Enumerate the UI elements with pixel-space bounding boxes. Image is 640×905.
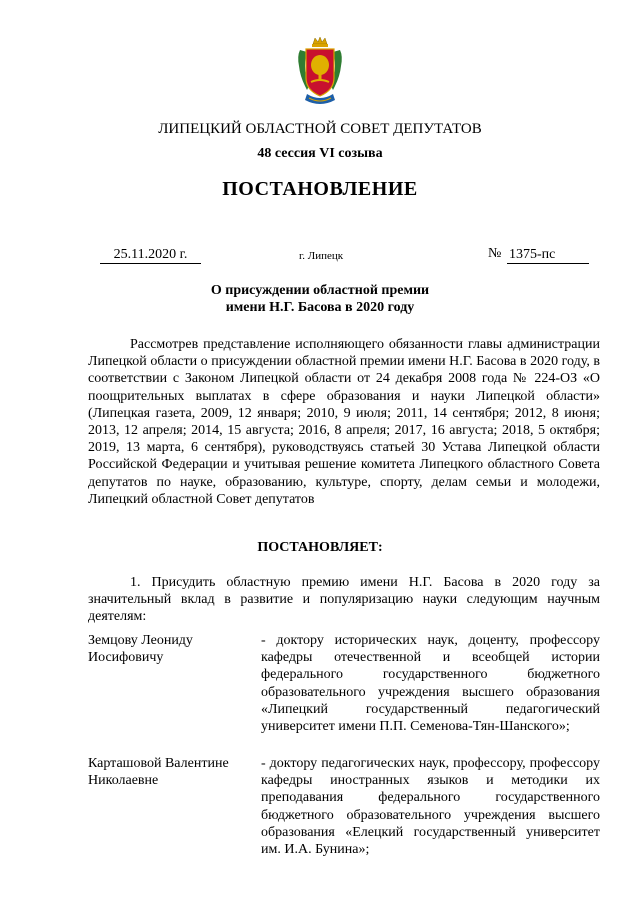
session-title: 48 сессия VI созыва xyxy=(257,146,383,161)
laureate-name: Земцову Леониду Иосифовичу xyxy=(88,633,193,666)
preamble-paragraph: Рассмотрев представление исполняющего обязанности главы администрации Липецкой области о присуждении областной премии имени Н.Г. Басова в 2020 году, в соответствии с Законом Липецкой области от 24 декабря 2008 года № 224-ОЗ «О поощрительных выплатах в сфере образования и науки Липецкой области» (Липецкая газета, 2009, 12 января; 2010, 9 июля; 2011, 14 сентября; 2012, 8 июня; 2013, 12 апреля; 2014, 15 августа; 2016, 8 апреля; 2017, 16 августа; 2018, 5 октября; 2019, 13 марта, 6 сентября), руководствуясь статьей 30 Устава Липецкой области Российской Федерации и учитывая решение комитета Липецкого областного Совета депутатов по науке, образованию, культуре, спорту, делам семьи и молодежи, Липецкий областной Совет депутатов xyxy=(88,337,600,507)
item-1-paragraph: 1. Присудить областную премию имени Н.Г. Басова в 2020 году за значительный вклад в развитие и популяризацию науки следующим научным деятелям: xyxy=(88,575,600,625)
document-date: 25.11.2020 г. xyxy=(100,246,201,264)
document-type-title: ПОСТАНОВЛЕНИЕ xyxy=(222,178,418,200)
council-name: ЛИПЕЦКИЙ ОБЛАСТНОЙ СОВЕТ ДЕПУТАТОВ xyxy=(158,121,482,137)
laureate-description: - доктору педагогических наук, профессору, профессору кафедры иностранных языков и методики их преподавания федерального государственного бюджетного образовательного учреждения высшего образования «Елецкий государственный университет им. И.А. Бунина»; xyxy=(261,756,600,858)
subject-line-1: О присуждении областной премии xyxy=(210,283,430,298)
document-city: г. Липецк xyxy=(299,250,344,262)
laureate-name: Карташовой Валентине Николаевне xyxy=(88,756,229,789)
number-sign: № xyxy=(488,246,502,261)
laureate-description: - доктору исторических наук, доценту, профессору кафедры отечественной и всеобщей истории федерального государственного бюджетного образовательного учреждения высшего образования «Липецкий государственный педагогический университет имени П.П. Семенова-Тян-Шанского»; xyxy=(261,633,600,735)
subject-line-2: имени Н.Г. Басова в 2020 году xyxy=(225,300,415,315)
document-number: 1375-пс xyxy=(507,246,589,264)
document-subject xyxy=(0,282,640,316)
resolves-heading: ПОСТАНОВЛЯЕТ: xyxy=(257,540,383,555)
coat-of-arms-emblem xyxy=(297,36,343,110)
